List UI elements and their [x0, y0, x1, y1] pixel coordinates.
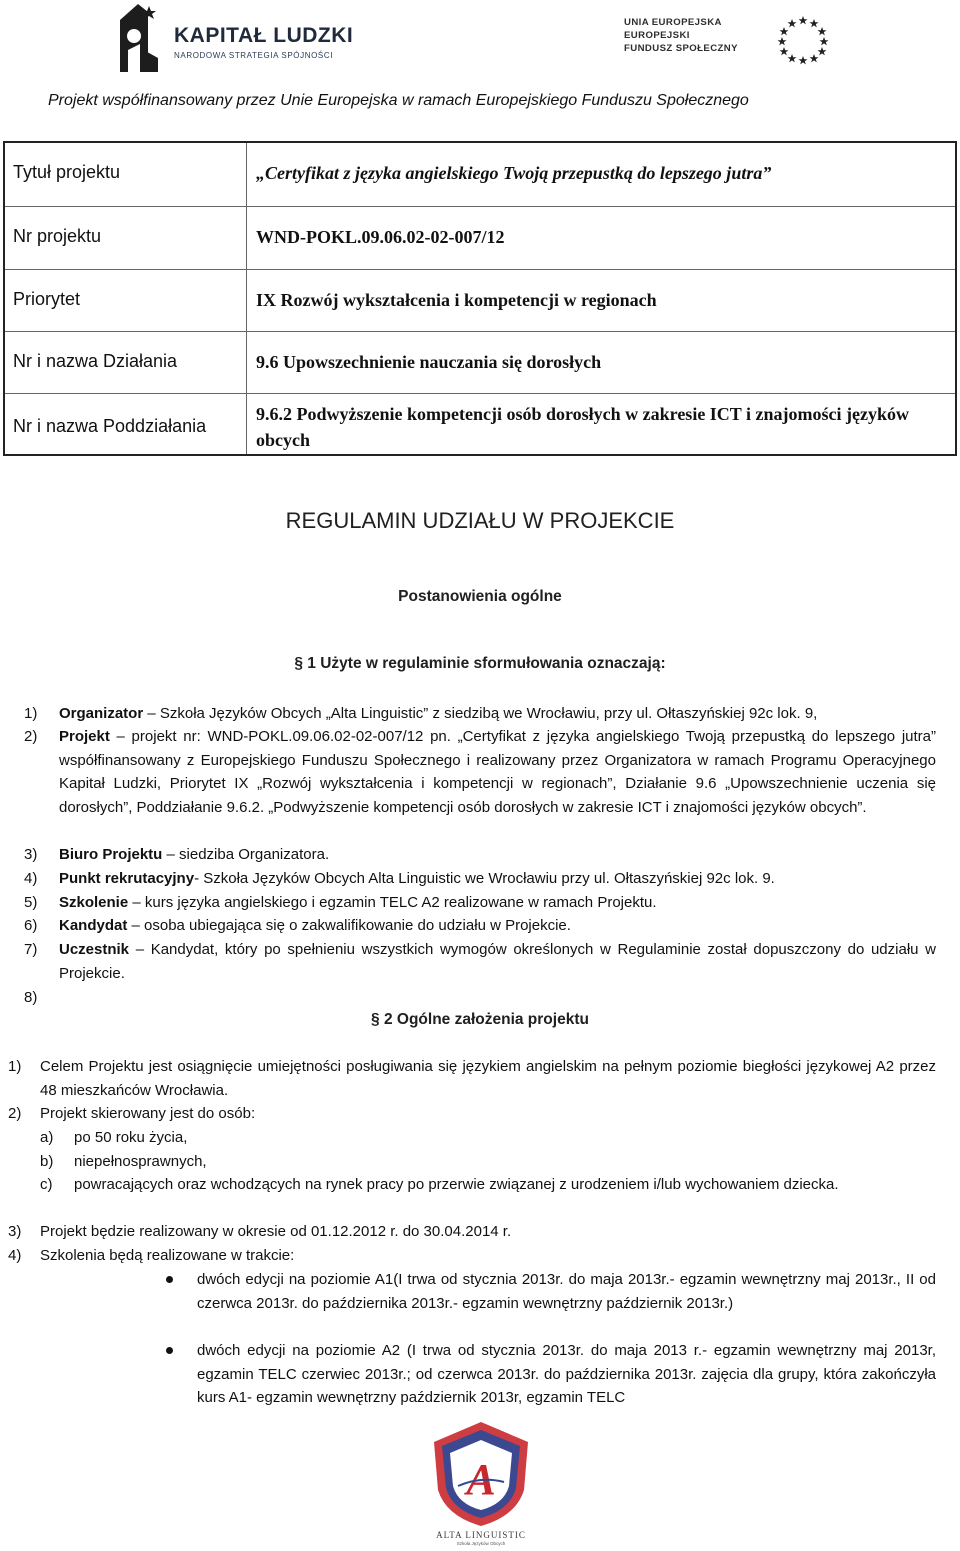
general-provisions-heading: Postanowienia ogólne	[398, 588, 562, 605]
item-number: 8)	[24, 989, 38, 1006]
cofinancing-note: Projekt współfinansowany przez Unie Europejska w ramach Europejskiego Funduszu Społecznego	[48, 92, 749, 109]
list-item	[24, 702, 936, 726]
info-divider	[246, 394, 247, 454]
info-value: 9.6.2 Podwyższenie kompetencji osób dorosłych w zakresie ICT i znajomości języków obcych	[256, 404, 909, 450]
item-text: Szkolenia będą realizowane w trakcie:	[40, 1247, 295, 1264]
list-item	[24, 891, 936, 915]
regulation-title: REGULAMIN UDZIAŁU W PROJEKCIE	[285, 508, 675, 533]
ue-line-3: FUNDUSZ SPOŁECZNY	[624, 43, 738, 54]
section-2-title: 2 Ogólne założenia projektu	[383, 1011, 589, 1028]
item-number: 4)	[24, 870, 38, 887]
item-term: Organizator	[59, 705, 144, 722]
item-number: 3)	[8, 1223, 22, 1240]
item-number: 1)	[8, 1058, 22, 1075]
list-item	[8, 1220, 936, 1244]
info-value: „Certyfikat z języka angielskiego Twoją przepustką do lepszego jutra”	[256, 163, 772, 183]
info-row-action	[5, 331, 955, 393]
ue-line-1: UNIA EUROPEJSKA	[624, 17, 722, 28]
list-item	[8, 1102, 936, 1126]
alta-logo-name: ALTA LINGUISTIC	[436, 1530, 526, 1540]
list-item	[24, 843, 936, 867]
bullet-text: dwóch edycji na poziomie A2 (I trwa od stycznia 2013r. do maja 2013 r.- egzamin wewnętrzny maj 2013r, egzamin TELC czerwiec 2013r.; od czerwca 2013r. do października 2013r. zajęcia dla grupy, która zakończyła kurs A1- egzamin wewnętrzny październik 2013r, egzamin TELC	[197, 1342, 936, 1406]
list-item	[40, 1126, 936, 1150]
list-item	[40, 1173, 936, 1221]
info-label: Nr projektu	[13, 226, 102, 246]
item-term: Kandydat	[59, 917, 128, 934]
section-2-heading	[0, 1011, 960, 1029]
kapital-ludzki-emblem-icon	[118, 2, 162, 74]
info-divider	[246, 143, 247, 206]
info-divider	[246, 207, 247, 269]
list-item	[24, 867, 936, 891]
item-term: Punkt rekrutacyjny	[59, 870, 195, 887]
bullet-dot-icon	[166, 1276, 173, 1283]
ue-text	[624, 16, 738, 55]
item-text: po 50 roku życia,	[74, 1129, 188, 1146]
item-number: c)	[40, 1176, 53, 1193]
eu-flag-icon	[766, 12, 840, 66]
list-item	[40, 1150, 936, 1174]
item-number: b)	[40, 1153, 54, 1170]
list-item	[24, 938, 936, 986]
bullet-text: dwóch edycji na poziomie A1(I trwa od stycznia 2013r. do maja 2013r.- egzamin wewnętrzny maj 2013r., II od czerwca 2013r. do października 2013r.- egzamin wewnętrzny październik 2013r.)	[197, 1271, 936, 1312]
section-1-heading	[0, 655, 960, 673]
item-number: 4)	[8, 1247, 22, 1264]
item-text	[59, 938, 936, 985]
item-number: 6)	[24, 917, 38, 934]
item-text: niepełnosprawnych,	[74, 1153, 207, 1170]
item-text	[59, 843, 936, 867]
item-number: 5)	[24, 894, 38, 911]
info-row-priority	[5, 269, 955, 331]
item-text: powracających oraz wchodzących na rynek pracy po przerwie związanej z urodzeniem i/lub wychowaniem dziecka.	[74, 1176, 839, 1193]
item-description: – osoba ubiegająca się o zakwalifikowanie do udziału w Projekcie.	[127, 917, 571, 934]
list-item	[24, 986, 64, 1010]
kapital-ludzki-title: KAPITAŁ LUDZKI	[174, 24, 354, 47]
item-number: 3)	[24, 846, 38, 863]
info-row-subaction	[5, 393, 955, 454]
item-number: 2)	[24, 728, 38, 745]
item-text: Celem Projektu jest osiągnięcie umiejętności posługiwania się językiem angielskim na pełnym poziomie biegłości językowej A2 przez 48 mieszkańców Wrocławia.	[40, 1058, 936, 1099]
info-row-number	[5, 206, 955, 269]
item-term: Projekt	[59, 728, 110, 745]
item-text: Projekt skierowany jest do osób:	[40, 1105, 256, 1122]
list-item	[24, 725, 936, 845]
section-symbol: §	[371, 1011, 384, 1028]
alta-linguistic-shield-icon	[424, 1418, 538, 1546]
item-text	[59, 702, 936, 726]
kapital-ludzki-logo	[118, 0, 358, 78]
info-value: IX Rozwój wykształcenia i kompetencji w regionach	[256, 290, 657, 310]
bullet-dot-icon	[166, 1347, 173, 1354]
list-item	[24, 914, 936, 938]
item-number: 7)	[24, 941, 38, 958]
item-description: – Szkoła Języków Obcych „Alta Linguistic” z siedzibą we Wrocławiu, przy ul. Ołtaszyńskiej 92c lok. 9,	[143, 705, 818, 722]
item-description: – siedziba Organizatora.	[162, 846, 330, 863]
item-term: Uczestnik	[59, 941, 130, 958]
list-item	[8, 1055, 936, 1103]
item-text	[59, 725, 936, 819]
kapital-ludzki-subtitle: NARODOWA STRATEGIA SPÓJNOŚCI	[174, 51, 334, 60]
item-text: Projekt będzie realizowany w okresie od 01.12.2012 r. do 30.04.2014 r.	[40, 1223, 512, 1240]
ue-efs-logo	[624, 12, 844, 68]
info-divider	[246, 270, 247, 331]
info-label: Tytuł projektu	[13, 162, 121, 182]
info-label: Priorytet	[13, 289, 81, 309]
item-term: Szkolenie	[59, 894, 129, 911]
info-value: 9.6 Upowszechnienie nauczania się dorosłych	[256, 352, 602, 372]
item-description: – projekt nr: WND-POKL.09.06.02-02-007/12 pn. „Certyfikat z języka angielskiego Twoją przepustką do lepszego jutra” współfinansowany z Europejskiego Funduszu Społecznego i realizowany przez Organizatora w ramach Programu Operacyjnego Kapitał Ludzki, Priorytet IX „Rozwój wykształcenia i kompetencji w regionach”, Działanie 9.6 „Upowszechnienie uczenia się dorosłych”, Poddziałanie 9.6.2. „Podwyższenie kompetencji osób dorosłych w zakresie ICT i znajomości języków obcych”.	[59, 728, 936, 816]
item-description: – Kandydat, który po spełnieniu wszystkich wymogów określonych w Regulaminie został dopuszczony do udziału w Projekcie.	[59, 941, 936, 982]
info-label: Nr i nazwa Poddziałania	[13, 416, 207, 436]
ue-line-2: EUROPEJSKI	[624, 30, 690, 41]
info-label: Nr i nazwa Działania	[13, 351, 178, 371]
info-divider	[246, 332, 247, 393]
item-description: – kurs języka angielskiego i egzamin TELC A2 realizowane w ramach Projektu.	[128, 894, 657, 911]
alta-logo-tagline: Szkoła Języków Obcych	[456, 1541, 506, 1546]
item-description: - Szkoła Języków Obcych Alta Linguistic we Wrocławiu przy ul. Ołtaszyńskiej 92c lok. 9.	[194, 870, 775, 887]
svg-text:A: A	[466, 1455, 496, 1504]
alta-linguistic-logo	[424, 1418, 538, 1546]
item-text	[59, 891, 936, 915]
list-item	[197, 1339, 936, 1411]
list-item	[197, 1268, 936, 1340]
item-number: 2)	[8, 1105, 22, 1122]
item-term: Biuro Projektu	[59, 846, 163, 863]
section-symbol: §	[294, 655, 308, 672]
item-number: a)	[40, 1129, 54, 1146]
section-1-title: 1 Użyte w regulaminie sformułowania oznaczają:	[307, 655, 666, 672]
project-info-table	[3, 141, 957, 456]
item-text	[59, 867, 936, 891]
info-value: WND-POKL.09.06.02-02-007/12	[256, 227, 505, 247]
item-text	[59, 914, 936, 938]
info-row-title	[5, 143, 955, 206]
item-number: 1)	[24, 705, 38, 722]
list-item	[8, 1244, 936, 1268]
